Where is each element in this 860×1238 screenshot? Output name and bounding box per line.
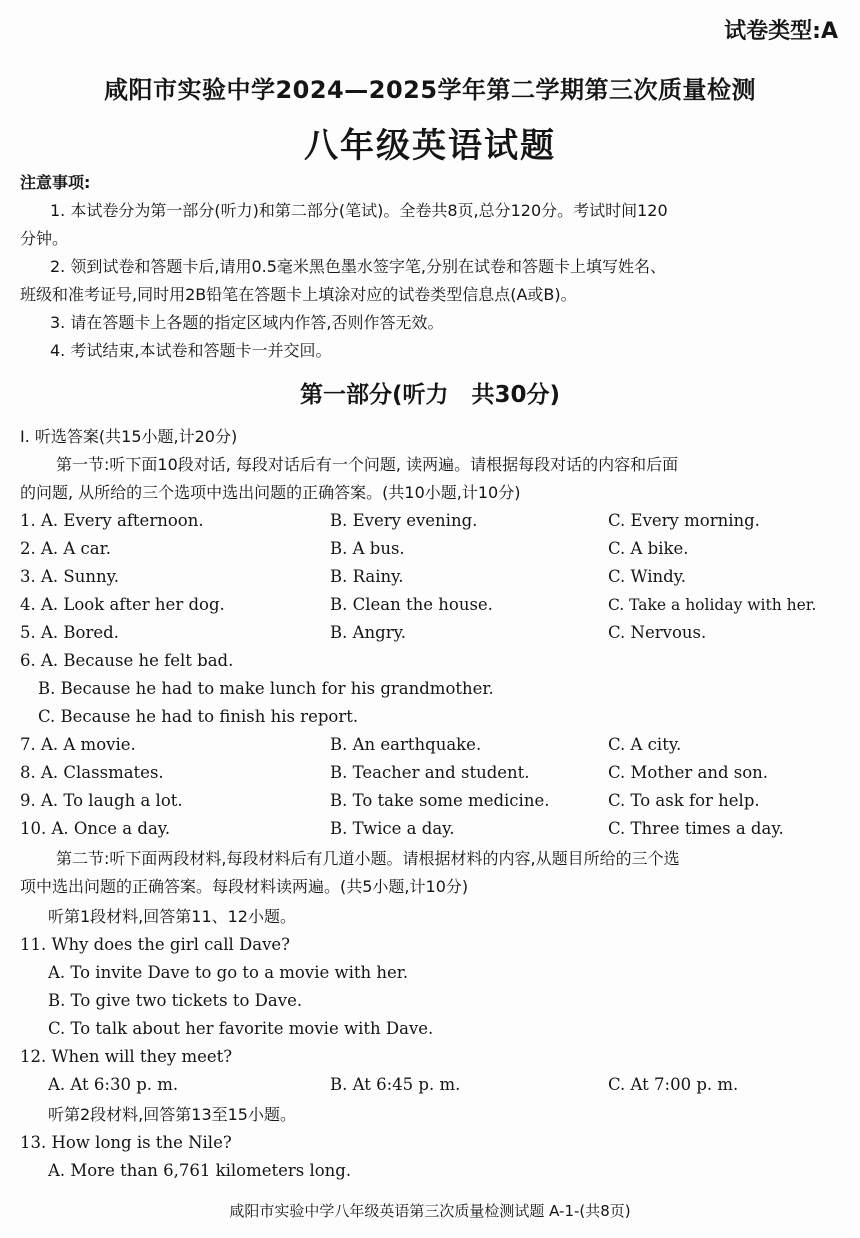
q4-option-a: 4. A. Look after her dog.	[20, 595, 225, 614]
q1-option-a: 1. A. Every afternoon.	[20, 511, 204, 530]
q8-option-a: 8. A. Classmates.	[20, 763, 164, 782]
q8-option-b: B. Teacher and student.	[330, 763, 530, 782]
q9-option-a: 9. A. To laugh a lot.	[20, 791, 183, 810]
q12-stem: 12. When will they meet?	[20, 1047, 233, 1066]
q3-option-c: C. Windy.	[608, 567, 687, 586]
notice-item-2-cont: 班级和准考证号,同时用2B铅笔在答题卡上填涂对应的试卷类型信息点(A或B)。	[20, 285, 577, 304]
notice-item-1: 1. 本试卷分为第一部分(听力)和第二部分(笔试)。全卷共8页,总分120分。考试时间120	[50, 201, 668, 220]
q6-option-a: 6. A. Because he felt bad.	[20, 651, 234, 670]
section-heading: Ⅰ. 听选答案(共15小题,计20分)	[20, 427, 238, 446]
q4-option-c: C. Take a holiday with her.	[608, 596, 817, 614]
material-2-note: 听第2段材料,回答第13至15小题。	[48, 1105, 296, 1124]
q10-option-c: C. Three times a day.	[608, 819, 784, 838]
q6-option-c: C. Because he had to finish his report.	[38, 707, 359, 726]
q13-stem: 13. How long is the Nile?	[20, 1133, 232, 1152]
q12-option-c: C. At 7:00 p. m.	[608, 1075, 739, 1094]
section-one-instructions-cont: 的问题, 从所给的三个选项中选出问题的正确答案。(共10小题,计10分)	[20, 483, 521, 502]
q13-option-a: A. More than 6,761 kilometers long.	[48, 1161, 352, 1180]
q11-option-a: A. To invite Dave to go to a movie with her.	[48, 963, 409, 982]
material-1-note: 听第1段材料,回答第11、12小题。	[48, 907, 296, 926]
q9-option-c: C. To ask for help.	[608, 791, 760, 810]
q8-option-c: C. Mother and son.	[608, 763, 769, 782]
section-one-instructions: 第一节:听下面10段对话, 每段对话后有一个问题, 读两遍。请根据每段对话的内容和后面	[56, 455, 679, 474]
q12-option-a: A. At 6:30 p. m.	[48, 1075, 179, 1094]
q2-option-b: B. A bus.	[330, 539, 405, 558]
q2-option-c: C. A bike.	[608, 539, 689, 558]
q5-option-b: B. Angry.	[330, 623, 406, 642]
q4-option-b: B. Clean the house.	[330, 595, 493, 614]
q5-option-c: C. Nervous.	[608, 623, 707, 642]
page-footer: 咸阳市实验中学八年级英语第三次质量检测试题 A-1-(共8页)	[229, 1202, 631, 1220]
notice-item-2: 2. 领到试卷和答题卡后,请用0.5毫米黑色墨水签字笔,分别在试卷和答题卡上填写姓名、	[50, 257, 666, 276]
q1-option-c: C. Every morning.	[608, 511, 760, 530]
notice-item-3: 3. 请在答题卡上各题的指定区域内作答,否则作答无效。	[50, 313, 444, 332]
q11-option-c: C. To talk about her favorite movie with Dave.	[48, 1019, 434, 1038]
notice-item-4: 4. 考试结束,本试卷和答题卡一并交回。	[50, 341, 332, 360]
exam-title: 八年级英语试题	[304, 126, 556, 166]
q7-option-b: B. An earthquake.	[330, 735, 482, 754]
q7-option-a: 7. A. A movie.	[20, 735, 136, 754]
q2-option-a: 2. A. A car.	[20, 539, 111, 558]
q11-stem: 11. Why does the girl call Dave?	[20, 935, 291, 954]
q5-option-a: 5. A. Bored.	[20, 623, 119, 642]
notice-heading: 注意事项:	[20, 173, 91, 192]
paper-type-label: 试卷类型:A	[724, 19, 838, 44]
q3-option-b: B. Rainy.	[330, 567, 404, 586]
q7-option-c: C. A city.	[608, 735, 682, 754]
q11-option-b: B. To give two tickets to Dave.	[48, 991, 303, 1010]
notice-item-1-cont: 分钟。	[20, 229, 69, 248]
school-title: 咸阳市实验中学2024—2025学年第二学期第三次质量检测	[103, 76, 757, 104]
q6-option-b: B. Because he had to make lunch for his grandmother.	[38, 679, 494, 698]
q9-option-b: B. To take some medicine.	[330, 791, 550, 810]
section-two-instructions-cont: 项中选出问题的正确答案。每段材料读两遍。(共5小题,计10分)	[20, 877, 469, 896]
q3-option-a: 3. A. Sunny.	[20, 567, 119, 586]
part-one-title: 第一部分(听力 共30分)	[299, 382, 561, 408]
q10-option-a: 10. A. Once a day.	[20, 819, 171, 838]
q10-option-b: B. Twice a day.	[330, 819, 455, 838]
q1-option-b: B. Every evening.	[330, 511, 478, 530]
section-two-instructions: 第二节:听下面两段材料,每段材料后有几道小题。请根据材料的内容,从题目所给的三个选	[56, 849, 680, 868]
q12-option-b: B. At 6:45 p. m.	[330, 1075, 461, 1094]
